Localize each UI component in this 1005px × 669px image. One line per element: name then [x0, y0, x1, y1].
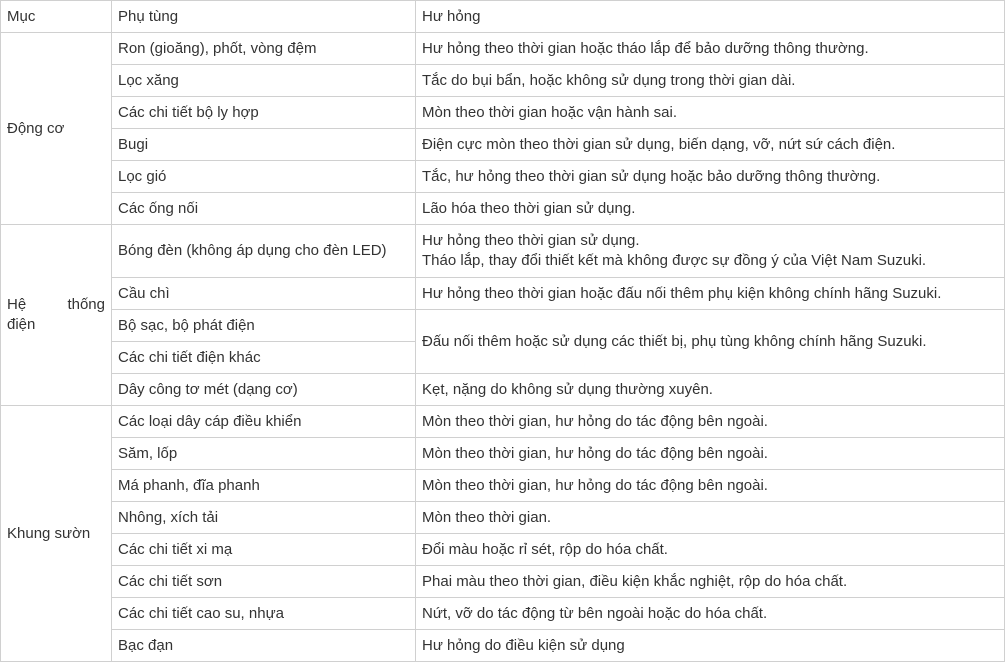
damage-cell: Mòn theo thời gian, hư hỏng do tác động bên ngoài.: [416, 470, 1005, 502]
table-row: [1, 310, 1005, 342]
table-row: [1, 534, 1005, 566]
damage-cell: Phai màu theo thời gian, điều kiện khắc nghiệt, rộp do hóa chất.: [416, 566, 1005, 598]
table-row: [1, 65, 1005, 97]
damage-cell: Nứt, vỡ do tác động từ bên ngoài hoặc do hóa chất.: [416, 598, 1005, 630]
table-row: [1, 598, 1005, 630]
part-cell: Các loại dây cáp điều khiển: [112, 406, 416, 438]
header-hu-hong: Hư hỏng: [416, 1, 1005, 33]
part-cell: Lọc xăng: [112, 65, 416, 97]
damage-cell: Mòn theo thời gian, hư hỏng do tác động bên ngoài.: [416, 438, 1005, 470]
table-row: [1, 406, 1005, 438]
table-row: [1, 438, 1005, 470]
damage-cell: Mòn theo thời gian hoặc vận hành sai.: [416, 97, 1005, 129]
table-row: [1, 193, 1005, 225]
part-cell: Ron (gioăng), phốt, vòng đệm: [112, 33, 416, 65]
damage-cell: Mòn theo thời gian.: [416, 502, 1005, 534]
table-row: [1, 630, 1005, 662]
damage-cell: Hư hỏng theo thời gian hoặc đấu nối thêm phụ kiện không chính hãng Suzuki.: [416, 278, 1005, 310]
damage-cell: Mòn theo thời gian, hư hỏng do tác động bên ngoài.: [416, 406, 1005, 438]
part-cell: Bóng đèn (không áp dụng cho đèn LED): [112, 225, 416, 278]
damage-cell: [416, 225, 1005, 278]
damage-cell: Hư hỏng do điều kiện sử dụng: [416, 630, 1005, 662]
header-muc: Mục: [1, 1, 112, 33]
damage-line: Tháo lắp, thay đổi thiết kết mà không được sự đồng ý của Việt Nam Suzuki.: [422, 252, 927, 269]
section-frame: Khung sườn: [1, 406, 112, 662]
part-cell: Các chi tiết bộ ly hợp: [112, 97, 416, 129]
part-cell: Cầu chì: [112, 278, 416, 310]
damage-cell: Hư hỏng theo thời gian hoặc tháo lắp để bảo dưỡng thông thường.: [416, 33, 1005, 65]
header-phu-tung: Phụ tùng: [112, 1, 416, 33]
table-row: [1, 502, 1005, 534]
part-cell: Các chi tiết sơn: [112, 566, 416, 598]
part-cell: Các ống nối: [112, 193, 416, 225]
section-electrical: [1, 225, 112, 406]
damage-cell: Tắc, hư hỏng theo thời gian sử dụng hoặc bảo dưỡng thông thường.: [416, 161, 1005, 193]
table-row: [1, 278, 1005, 310]
part-cell: Bugi: [112, 129, 416, 161]
part-cell: Má phanh, đĩa phanh: [112, 470, 416, 502]
table-header-row: [1, 1, 1005, 33]
damage-cell: Đổi màu hoặc rỉ sét, rộp do hóa chất.: [416, 534, 1005, 566]
table-row: [1, 97, 1005, 129]
table-row: [1, 374, 1005, 406]
part-cell: Bạc đạn: [112, 630, 416, 662]
damage-cell: Điện cực mòn theo thời gian sử dụng, biến dạng, vỡ, nứt sứ cách điện.: [416, 129, 1005, 161]
damage-line: Hư hỏng theo thời gian sử dụng.: [422, 232, 640, 249]
part-cell: Nhông, xích tải: [112, 502, 416, 534]
part-cell: Bộ sạc, bộ phát điện: [112, 310, 416, 342]
damage-cell: Kẹt, nặng do không sử dụng thường xuyên.: [416, 374, 1005, 406]
part-cell: Săm, lốp: [112, 438, 416, 470]
damage-cell: Lão hóa theo thời gian sử dụng.: [416, 193, 1005, 225]
table-row: [1, 33, 1005, 65]
section-electrical-line2: điện: [7, 316, 36, 333]
table-row: [1, 470, 1005, 502]
part-cell: Lọc gió: [112, 161, 416, 193]
damage-cell: Đấu nối thêm hoặc sử dụng các thiết bị, phụ tùng không chính hãng Suzuki.: [416, 310, 1005, 374]
part-cell: Các chi tiết xi mạ: [112, 534, 416, 566]
table-row: [1, 566, 1005, 598]
table-row: [1, 129, 1005, 161]
part-cell: Dây công tơ mét (dạng cơ): [112, 374, 416, 406]
table-row: [1, 225, 1005, 278]
damage-cell: Tắc do bụi bẩn, hoặc không sử dụng trong thời gian dài.: [416, 65, 1005, 97]
table-row: [1, 161, 1005, 193]
section-electrical-line1: Hệ thống: [7, 296, 105, 313]
part-cell: Các chi tiết điện khác: [112, 342, 416, 374]
section-engine: Động cơ: [1, 33, 112, 225]
part-cell: Các chi tiết cao su, nhựa: [112, 598, 416, 630]
